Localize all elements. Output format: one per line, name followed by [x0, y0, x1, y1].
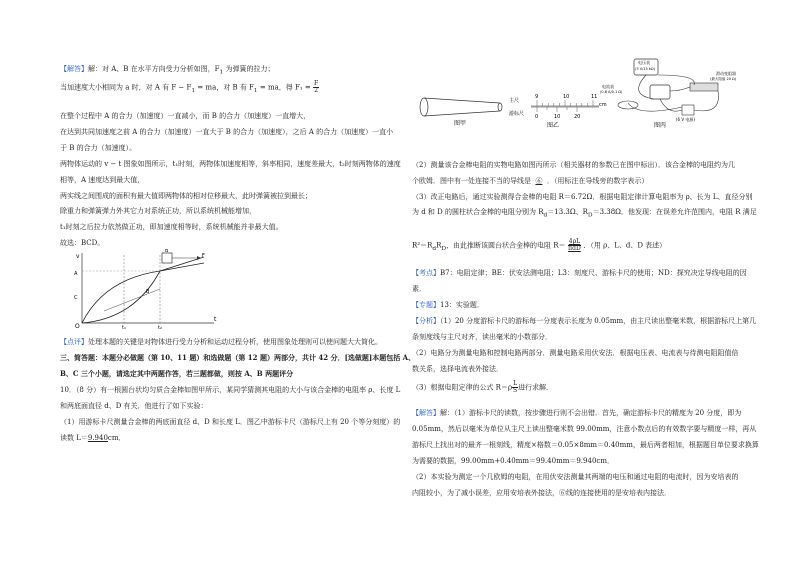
- text: ＝13.3Ω、R: [547, 208, 588, 216]
- tick-9: 9: [535, 94, 539, 100]
- section-three-line-1: 三、简答题：本题分必做题（第 10、11 题）和选做题（第 12 题）两部分，共计 42 分．[选做题]本题包括 A、: [60, 353, 416, 362]
- circuit-wires: [628, 75, 719, 111]
- r-line-2a: （2）测量该合金棒电阻的实物电路如图丙所示（相关器材的参数已在图中标出）．该合金棒的电阻约为几: [412, 161, 735, 169]
- answer-line-11: 故选：BCD。: [60, 239, 105, 247]
- rheostat-label: 滑动变阻器: [716, 71, 736, 76]
- origin-label: O: [75, 323, 80, 329]
- text: （1）20 分度游标卡尺的游标每一分度表示长度为 0.05mm，由主尺读出整毫米数，根据游标尺上第几: [440, 317, 757, 325]
- vernier-0: 0: [535, 114, 539, 120]
- text: 13：实验题．: [440, 301, 484, 309]
- answer-line-7: 相等，A 速度达到最大值，: [60, 176, 145, 184]
- frac-den: S: [513, 387, 518, 394]
- tick-11: 11: [591, 94, 598, 100]
- text: 个欧姆．图中有一处连接不当的导线是: [412, 177, 531, 185]
- answer-line-3: 在整个过程中 A 的合力（加速度）一直减小，而 B 的合力（加速度）一直增大，: [60, 112, 311, 120]
- kaodian-line-2: 素．: [412, 285, 426, 293]
- answer-line-9: 除重力和弹簧弹力外其它力对系统正功，所以系统机械能增加，: [60, 207, 256, 215]
- frac-num: F: [314, 80, 319, 87]
- t2-label: t₂: [158, 325, 162, 329]
- text: 读数 L＝: [60, 434, 88, 442]
- r-line-2b: [412, 177, 648, 186]
- t-label: t: [214, 316, 217, 323]
- text: ＝3.38Ω．他发现：在误差允许范围内，电阻 R 满足: [592, 208, 757, 216]
- comment-line: [60, 338, 382, 347]
- answer-line-5: 于 B 的合力（加速度）。: [60, 144, 137, 152]
- text: B7：电阻定律；BE：伏安法测电阻；L3：刻度尺、游标卡尺的使用；ND：探究决定导线电阻的因: [440, 269, 747, 277]
- section-three-line-2: B、C 三个小题，请选定其中两题作答，若三题都做，则按 A、B 两题评分: [60, 369, 294, 378]
- fenxi-line-2: 条刻度线与主尺对齐，读出毫米的小数部分．: [412, 333, 552, 341]
- fenxi-line-3: （2）电路分为测量电路和控制电路两部分．测量电路采用伏安法．根据电压表、电流表与待测电阻阻值倍: [412, 349, 739, 357]
- question-10-line-1: 10．（8 分）有一根圆台状均匀质合金棒如图甲所示，某同学猜测其电阻的大小与该合金棒的电阻率 ρ、长度 L: [60, 386, 401, 394]
- answer-line-1: [60, 65, 274, 77]
- answer-tag: 【解答】: [60, 65, 88, 73]
- block-label: B: [165, 249, 169, 254]
- fenxi-line-4: 数关系，选择电流表外接法．: [412, 365, 503, 373]
- figure-bing: [598, 55, 754, 129]
- force-label: F: [202, 253, 205, 259]
- jieda-tag: 【解答】: [412, 409, 440, 417]
- frac-num: 4ρL: [568, 238, 581, 245]
- r-line-4: $R^2=R_dR_D$，由此推断该圆台状合金棒的电阻 R＝ $\frac{4\rho L}{\text{πdD}}$ ．（用 ρ、L、d、D 表述）: [412, 238, 667, 252]
- text: 1: [219, 69, 224, 76]
- fenxi-line-5: [412, 381, 553, 394]
- answer-line-8: 两实线之间围成的面积有最大值即两物体的相对位移最大，此时弹簧被拉到最长；: [60, 192, 312, 200]
- point-c-label: C: [74, 295, 78, 301]
- frac-den: 2: [314, 87, 319, 94]
- alloy-rod: [618, 101, 638, 109]
- answer-line-6: 两物体运动的 v − t 图象如图所示，t₁时刻，两物体加速度相等，斜率相同，速度差最大，t₂时刻两物体的速度: [60, 160, 401, 168]
- point-a-label: A: [74, 271, 78, 277]
- voltmeter-label: 电压表: [638, 60, 650, 65]
- cone-right-end: [498, 103, 502, 111]
- ammeter: [650, 85, 670, 99]
- fig-yi-label: 图乙: [547, 122, 560, 129]
- text: ．（用 ρ、L、d、D 表述）: [583, 241, 667, 250]
- fig-jia-label: 图甲: [454, 120, 467, 127]
- answer-line-2: 当加速度大小相同为 a 时，对 A 有 $F - F_1$ = ma，对 B 有 $F_1$ = ma，得 F₁ = $\frac{F}{2}$: [60, 80, 319, 94]
- text: 当加速度大小相同为 a 时，对 A 有 F − F: [60, 83, 192, 92]
- power-label: (6 V 电源): [676, 117, 695, 122]
- text: R: [436, 241, 442, 250]
- fig-bing-label: 图丙: [654, 122, 667, 129]
- fenxi-tag: 【分析】: [412, 317, 440, 325]
- jieda-line-2: 0.05mm，然后以毫米为单位从主尺上读出整毫米数 99.00mm，注意小数点后的有效数字要与精度一样，再从: [412, 425, 757, 433]
- t1-label: t₁: [122, 325, 126, 329]
- jieda-line-1: [412, 409, 741, 418]
- question-10-line-4: [60, 434, 125, 443]
- jieda-line-4: 为需要的数据，99.00mm+0.40mm＝99.40mm＝9.940cm．: [412, 457, 614, 465]
- answer-wire: ⑥: [535, 177, 543, 185]
- cone-left-end: [420, 98, 428, 116]
- arrow-head: [197, 256, 201, 260]
- unit-cm: cm: [599, 102, 607, 108]
- answer-line-4: 在达到共同加速度之前 A 的合力（加速度）一直大于 B 的合力（加速度），之后 A 的合力（加速度）一直小: [60, 128, 394, 136]
- cone-top-edge: [424, 98, 500, 103]
- answer-formula: [568, 239, 581, 252]
- zhuanti-line: [412, 301, 484, 310]
- vernier-scale-ticks: [537, 107, 577, 112]
- text: 解：对 A、B 在水平方向受力分析如图，F: [88, 65, 220, 73]
- fenxi-line-1: [412, 317, 756, 326]
- zhuanti-tag: 【专题】: [412, 301, 440, 309]
- curve-a: [82, 263, 204, 323]
- tangent-line: [104, 289, 160, 311]
- ammeter-label: 电流表: [602, 84, 614, 89]
- r-line-3b: 为 d 和 D 的圆柱状合金棒的电阻分别为 $R_d=13.3\Omega$、$R_D=3.38\Omega$．他发现：在误差允许范围内，电阻 R 满足: [412, 208, 757, 219]
- text: = ma，对 B 有 F: [195, 83, 254, 92]
- block-b: [162, 253, 172, 263]
- power-supply: [682, 105, 694, 115]
- jieda-line-5: （2）本实验为测定一个几欧姆的电阻，在用伏安法测量其两端的电压和通过电阻的电流时，因为安培表的: [412, 473, 739, 481]
- text: （3）根据电阻定律的公式 R＝ρ: [412, 383, 513, 392]
- text: 解：（1）游标卡尺的读数，按步骤进行则不会出错．首先，确定游标卡尺的精度为 20 分度，即为: [440, 409, 742, 417]
- figure-jia: [416, 95, 508, 127]
- main-scale-label: 主尺: [509, 98, 520, 104]
- frac-num: L: [513, 380, 518, 387]
- formula-fraction: [313, 81, 319, 94]
- jieda-line-6: 内阻较小，为了减小误差，应用安培表外接法，⑥线的连接使用的是安培表内接法．: [412, 489, 671, 497]
- vernier-10: 10: [554, 114, 561, 120]
- cone-bottom-edge: [424, 111, 500, 116]
- force-diagram: [142, 249, 222, 269]
- vernier-scale-label: 游标尺: [509, 111, 525, 117]
- text: 为弹簧的拉力；: [223, 65, 275, 73]
- answer-line-10: t₁时刻之后拉力依然做正功，即加速度相等时，系统机械能并非最大值。: [60, 223, 283, 231]
- text: R²＝R: [412, 241, 433, 250]
- kaodian-tag: 【考点】: [412, 269, 440, 277]
- text: ，由此推断该圆台状合金棒的电阻 R＝: [446, 241, 566, 250]
- rheostat-spec: (最大阻值 20 Ω): [710, 77, 737, 81]
- v-label: v: [76, 253, 80, 260]
- r-line-3a: （3）改正电路后，通过实验测得合金棒的电阻 R＝6.72Ω．根据电阻定律计算电阻率为 ρ、长为 L、直径分别: [412, 193, 753, 201]
- text: cm．: [107, 434, 126, 442]
- figure-yi: [507, 93, 607, 129]
- text: = ma，得: [257, 83, 293, 92]
- tick-10: 10: [563, 94, 570, 100]
- question-10-line-2: 和两底面直径 d、D 有关．他进行了如下实验：: [60, 402, 208, 410]
- point-b-label: B: [146, 289, 150, 295]
- question-10-line-3: （1）用游标卡尺测量合金棒的两底面直径 d、D 和长度 L．图乙中游标卡尺（游标尺上有 20 个等分刻度）的: [60, 418, 401, 426]
- formula-lhs: F₁ =: [295, 83, 311, 92]
- vernier-20: 20: [574, 114, 581, 120]
- comment-tag: 【点评】: [60, 338, 88, 346]
- ammeter-spec: (0.6 A/0.1 Ω): [600, 90, 623, 94]
- kaodian-line: [412, 269, 747, 278]
- main-scale-ticks: [537, 100, 593, 106]
- answer-length: 9.940: [87, 434, 108, 442]
- text: 为 d 和 D 的圆柱状合金棒的电阻分别为 R: [412, 208, 544, 216]
- jieda-line-3: 游标尺上找出对的最齐一根刻线，精度×格数＝0.05×8mm＝0.40mm，最后两者相加，根据题目单位要求换算: [412, 441, 759, 449]
- frac-den: πdD: [568, 245, 581, 252]
- text: 进行求解．: [518, 383, 554, 392]
- text: ．（用标注在导线旁的数字表示）: [546, 177, 649, 185]
- comment-text: 处理本题的关键是对物体进行受力分析和运动过程分析，使用图象处理则可以使问题大大简化。: [88, 338, 382, 346]
- voltmeter-spec: (3 V/15 kΩ): [635, 67, 655, 71]
